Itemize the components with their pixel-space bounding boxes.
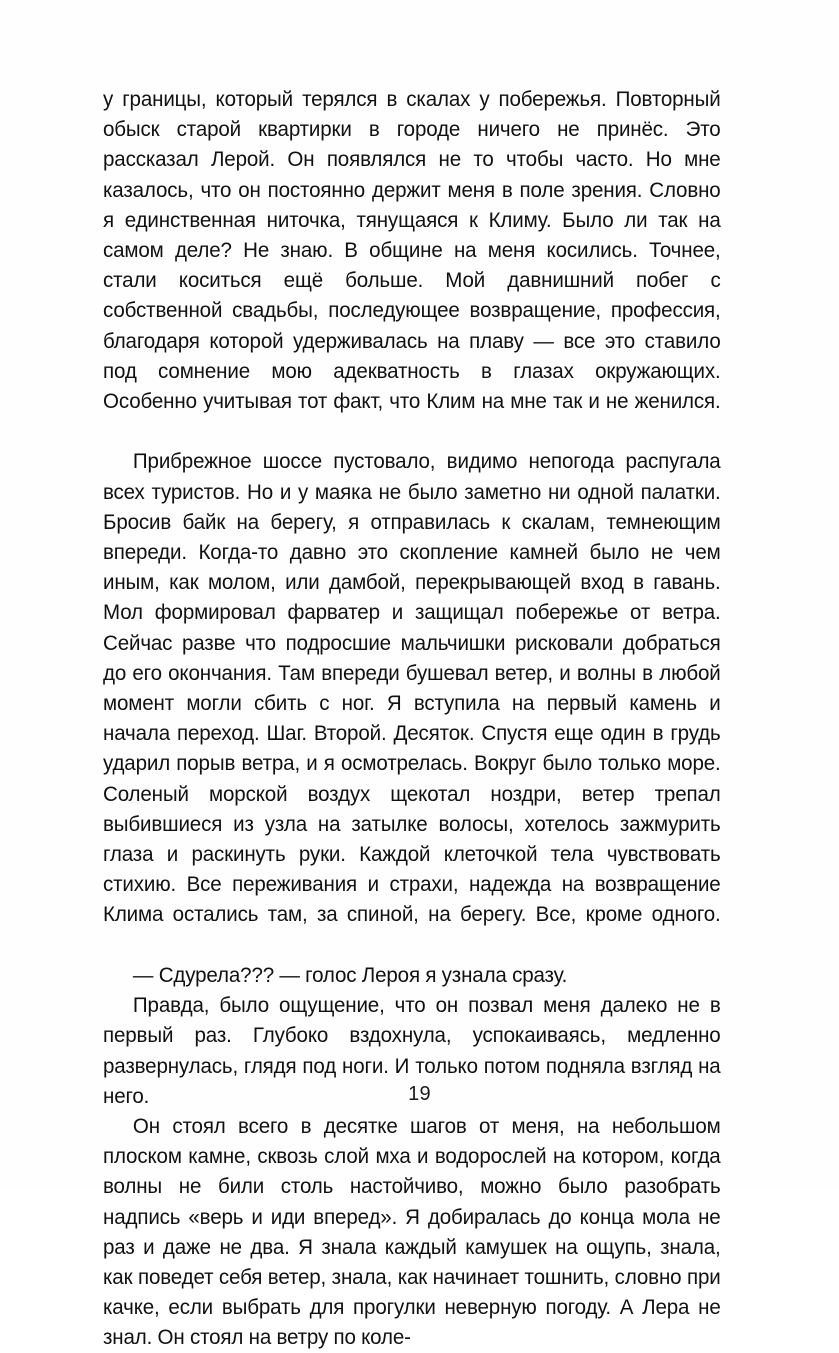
page-number: 19 — [408, 1083, 431, 1105]
paragraph-he-stood: Он стоял всего в десятке шагов от меня, на небольшом плоском камне, сквозь слой мха и водорослей на котором, когда волны не били столь настойчиво, можно было разобрать надпись «верь и иди вперед». Я добиралась до конца мола не раз и даже не два. Я знала каждый камушек на ощупь, знала, как поведет себя ветер, знала, как начинает тошнить, словно при качке, если выбрать для прогулки неверную погоду. А Лера не знал. Он стоял на ветру по коле- — [103, 1113, 721, 1350]
body-text-column — [103, 84, 743, 1353]
paragraph-continued: у границы, который терялся в скалах у побережья. Повторный обыск старой квартирки в городе ничего не принёс. Это рассказал Лерой. Он появлялся не то чтобы часто. Но мне казалось, что он постоянно держит меня в поле зрения. Словно я единственная ниточка, тянущаяся к Климу. Было ли так на самом деле? Не знаю. В общине на меня косились. Точнее, стали коситься ещё больше. Мой давнишний побег с собственной свадьбы, последующее возвращение, профессия, благодаря которой удерживалась на плаву — все это ставило под сомнение мою адекватность в глазах окружающих. Особенно учитывая тот факт, что Клим на мне так и не женился. — [103, 87, 721, 414]
paragraph-coastal-highway: Прибрежное шоссе пустовало, видимо непогода распугала всех туристов. Но и у маяка не было заметно ни одной палатки. Бросив байк на берегу, я отправилась к скалам, темнеющим впереди. Когда-то давно это скопление камней было не чем иным, как молом, или дамбой, перекрывающей вход в гавань. Мол формировал фарватер и защищал побережье от ветра. Сейчас разве что подросшие мальчишки рисковали добраться до его окончания. Там впереди бушевал ветер, и волны в любой момент могли сбить с ног. Я вступила на первый камень и начала переход. Шаг. Второй. Десяток. Спустя еще один в грудь ударил порыв ветра, и я осмотрелась. Вокруг было только море. Соленый морской воздух щекотал ноздри, ветер трепал выбившиеся из узла на затылке волосы, хотелось зажмурить глаза и раскинуть руки. Каждой клеточкой тела чувствовать стихию. Все переживания и страхи, надежда на возвращение Клима остались там, за спиной, на берегу. Все, кроме одного. — [103, 449, 721, 927]
paragraph-dialogue: — Сдурела??? — голос Лероя я узнала сразу. — [132, 962, 568, 987]
paragraph-truth: Правда, было ощущение, что он позвал меня далеко не в первый раз. Глубоко вздохнула, успокаиваясь, медленно развернулась, глядя под ноги. И только потом подняла взгляд на него. — [103, 993, 721, 1108]
